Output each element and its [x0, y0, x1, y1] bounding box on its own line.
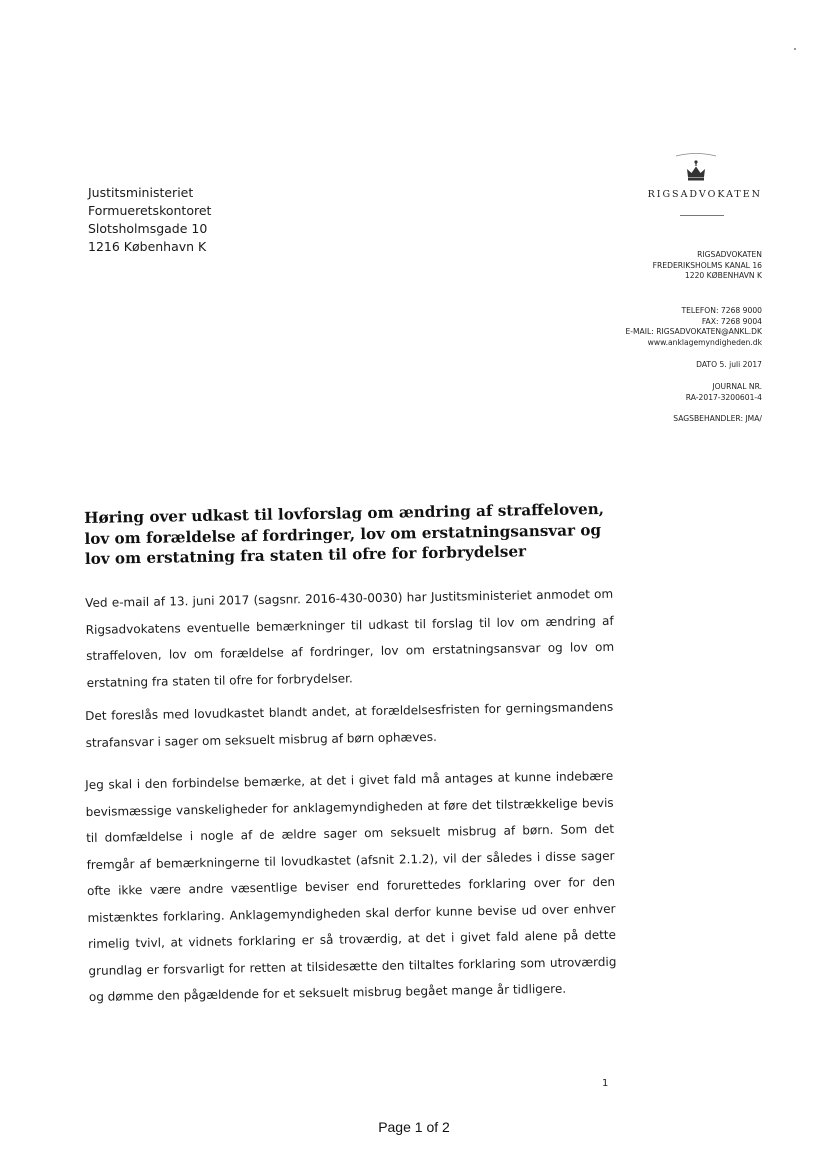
sender-fax: FAX: 7268 9004 — [701, 316, 762, 326]
recipient-line: 1216 København K — [88, 239, 207, 254]
journal-number: RA-2017-3200601-4 — [685, 392, 762, 402]
body-paragraph-2: Det foreslås med lovudkastet blandt andet, at forældelsesfristen for gerningsmandens strafansvar i sager om seksuelt misbrug af børn ophæves. — [85, 699, 614, 750]
sender-address — [502, 250, 762, 282]
scan-speck — [794, 48, 796, 50]
letter-date: DATO 5. juli 2017 — [696, 360, 762, 369]
org-name: RIGSADVOKATEN — [647, 189, 762, 200]
sender-web: www.anklagemyndigheden.dk — [647, 337, 762, 347]
recipient-line: Formueretskontoret — [88, 203, 212, 218]
crown-icon — [672, 150, 720, 186]
journal-label: JOURNAL NR. — [712, 382, 762, 391]
sender-name: RIGSADVOKATEN — [697, 250, 762, 259]
sender-street: FREDERIKSHOLMS KANAL 16 — [652, 260, 762, 270]
letter-heading: Høring over udkast til lovforslag om ændring af straffeloven, lov om forældelse af fordringer, lov om erstatningsansvar og lov om erstatning fra staten til ofre for forbrydelser — [84, 499, 605, 568]
journal-info — [502, 382, 762, 403]
sender-contact — [502, 306, 762, 348]
letterhead-divider — [680, 215, 724, 216]
sender-email: E-MAIL: RIGSADVOKATEN@ANKL.DK — [625, 327, 762, 336]
body-paragraph-3: Jeg skal i den forbindelse bemærke, at det i givet fald må antages at kunne indebære bevismæssige vanskeligheder for anklagemyndigheden at føre det tilstrækkelige bevis til domfældelse i nogle af de ældre sager om seksuelt misbrug af børn. Som det fremgår af bemærkningerne til lovudkastet (afsnit 2.1.2), vil der således i disse sager ofte ikke være andre væsentlige beviser end forurettedes forklaring over for den mistænktes forklaring. Anklagemyndigheden skal derfor kunne bevise ud over enhver rimelig tvivl, at vidnets forklaring er så troværdig, at det i givet fald alene på dette grundlag er forsvarligt for retten at tilsidesætte den tiltaltes forklaring som utroværdig og dømme den pågældende for et seksuelt misbrug begået mange år tidligere. — [85, 768, 617, 1004]
recipient-line: Slotsholmsgade 10 — [88, 221, 208, 236]
case-handler: SAGSBEHANDLER: JMA/ — [673, 414, 762, 423]
body-paragraph-1: Ved e-mail af 13. juni 2017 (sagsnr. 2016-430-0030) har Justitsministeriet anmodet om Rigsadvokatens eventuelle bemærkninger til udkast til forslag til lov om ændring af straffeloven, lov om forældelse af fordringer, lov om erstatningsansvar og lov om erstatning fra staten til ofre for forbrydelser. — [85, 586, 615, 690]
sender-city: 1220 KØBENHAVN K — [684, 271, 762, 280]
page-footer: Page 1 of 2 — [378, 1119, 450, 1135]
sender-phone: TELEFON: 7268 9000 — [681, 306, 762, 315]
page-number: 1 — [602, 1078, 609, 1089]
recipient-address — [88, 184, 211, 256]
recipient-line: Justitsministeriet — [88, 185, 194, 200]
